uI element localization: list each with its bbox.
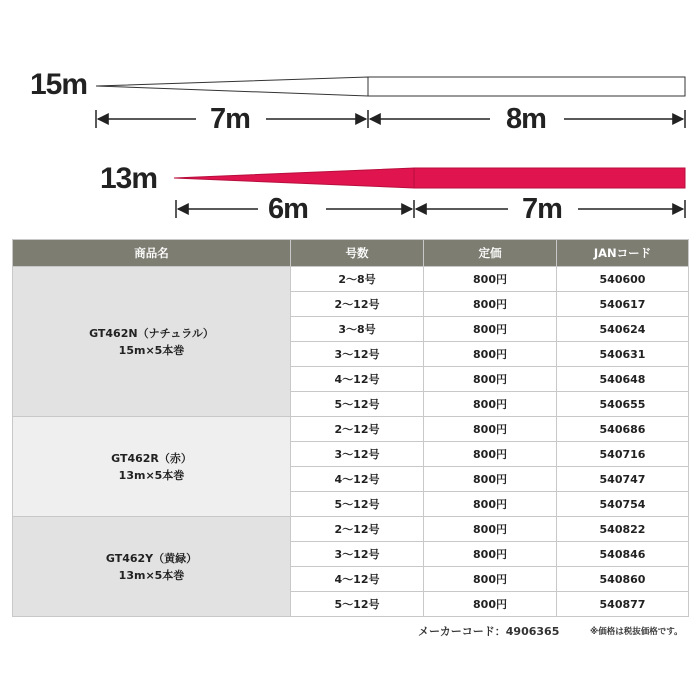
price-cell: 800円 (424, 492, 557, 517)
price-cell: 800円 (424, 267, 557, 292)
price-cell: 800円 (424, 467, 557, 492)
product-name: GT462Y（黄緑） (105, 551, 198, 565)
price-cell: 800円 (424, 417, 557, 442)
jan-cell: 540822 (557, 517, 689, 542)
line-13m-length-label: 13m (100, 162, 158, 195)
jan-cell: 540648 (557, 367, 689, 392)
table-header-row (13, 240, 689, 267)
size-cell: 2〜12号 (291, 292, 424, 317)
jan-cell: 540747 (557, 467, 689, 492)
line-15m-seg2-label: 8m (506, 103, 546, 135)
header-size: 号数 (291, 240, 424, 267)
price-cell: 800円 (424, 442, 557, 467)
taper-diagram (0, 0, 700, 235)
header-jan-code: JANコード (557, 240, 689, 267)
product-cell-gt462r (13, 417, 291, 517)
jan-cell: 540600 (557, 267, 689, 292)
size-cell: 4〜12号 (291, 467, 424, 492)
size-cell: 2〜8号 (291, 267, 424, 292)
jan-cell: 540624 (557, 317, 689, 342)
size-cell: 2〜12号 (291, 517, 424, 542)
size-cell: 3〜12号 (291, 542, 424, 567)
line-15m-shape (96, 77, 685, 96)
jan-cell: 540716 (557, 442, 689, 467)
dimension-15m (96, 110, 685, 128)
price-cell: 800円 (424, 567, 557, 592)
price-cell: 800円 (424, 292, 557, 317)
price-cell: 800円 (424, 317, 557, 342)
product-spec: 15m×5本巻 (118, 343, 185, 357)
price-cell: 800円 (424, 592, 557, 617)
dimension-13m (176, 200, 685, 218)
product-spec-table (12, 239, 689, 617)
product-cell-gt462y (13, 517, 291, 617)
table-row (13, 417, 689, 442)
jan-cell: 540754 (557, 492, 689, 517)
header-price: 定価 (424, 240, 557, 267)
size-cell: 2〜12号 (291, 417, 424, 442)
size-cell: 3〜12号 (291, 442, 424, 467)
line-15m-length-label: 15m (30, 68, 88, 101)
size-cell: 4〜12号 (291, 367, 424, 392)
line-15m-seg1-label: 7m (210, 103, 250, 135)
price-cell: 800円 (424, 342, 557, 367)
jan-cell: 540860 (557, 567, 689, 592)
product-cell-gt462n (13, 267, 291, 417)
taper-diagram-graphic (0, 0, 700, 235)
line-13m-seg1-label: 6m (268, 193, 308, 225)
size-cell: 5〜12号 (291, 492, 424, 517)
product-spec: 13m×5本巻 (118, 468, 185, 482)
line-13m-shape (174, 168, 685, 188)
size-cell: 5〜12号 (291, 592, 424, 617)
size-cell: 3〜8号 (291, 317, 424, 342)
size-cell: 5〜12号 (291, 392, 424, 417)
price-cell: 800円 (424, 542, 557, 567)
jan-cell: 540617 (557, 292, 689, 317)
size-cell: 3〜12号 (291, 342, 424, 367)
tax-note: ※価格は税抜価格です。 (590, 627, 683, 637)
product-name: GT462R（赤） (111, 451, 192, 465)
jan-cell: 540631 (557, 342, 689, 367)
size-cell: 4〜12号 (291, 567, 424, 592)
line-13m-seg2-label: 7m (522, 193, 562, 225)
table-row (13, 517, 689, 542)
product-spec: 13m×5本巻 (118, 568, 185, 582)
table-row (13, 267, 689, 292)
jan-cell: 540846 (557, 542, 689, 567)
jan-cell: 540655 (557, 392, 689, 417)
product-name: GT462N（ナチュラル） (89, 326, 214, 340)
header-product-name: 商品名 (13, 240, 291, 267)
price-cell: 800円 (424, 392, 557, 417)
price-cell: 800円 (424, 517, 557, 542)
jan-cell: 540686 (557, 417, 689, 442)
jan-cell: 540877 (557, 592, 689, 617)
price-cell: 800円 (424, 367, 557, 392)
maker-code: メーカーコード：4906365 (418, 625, 560, 638)
